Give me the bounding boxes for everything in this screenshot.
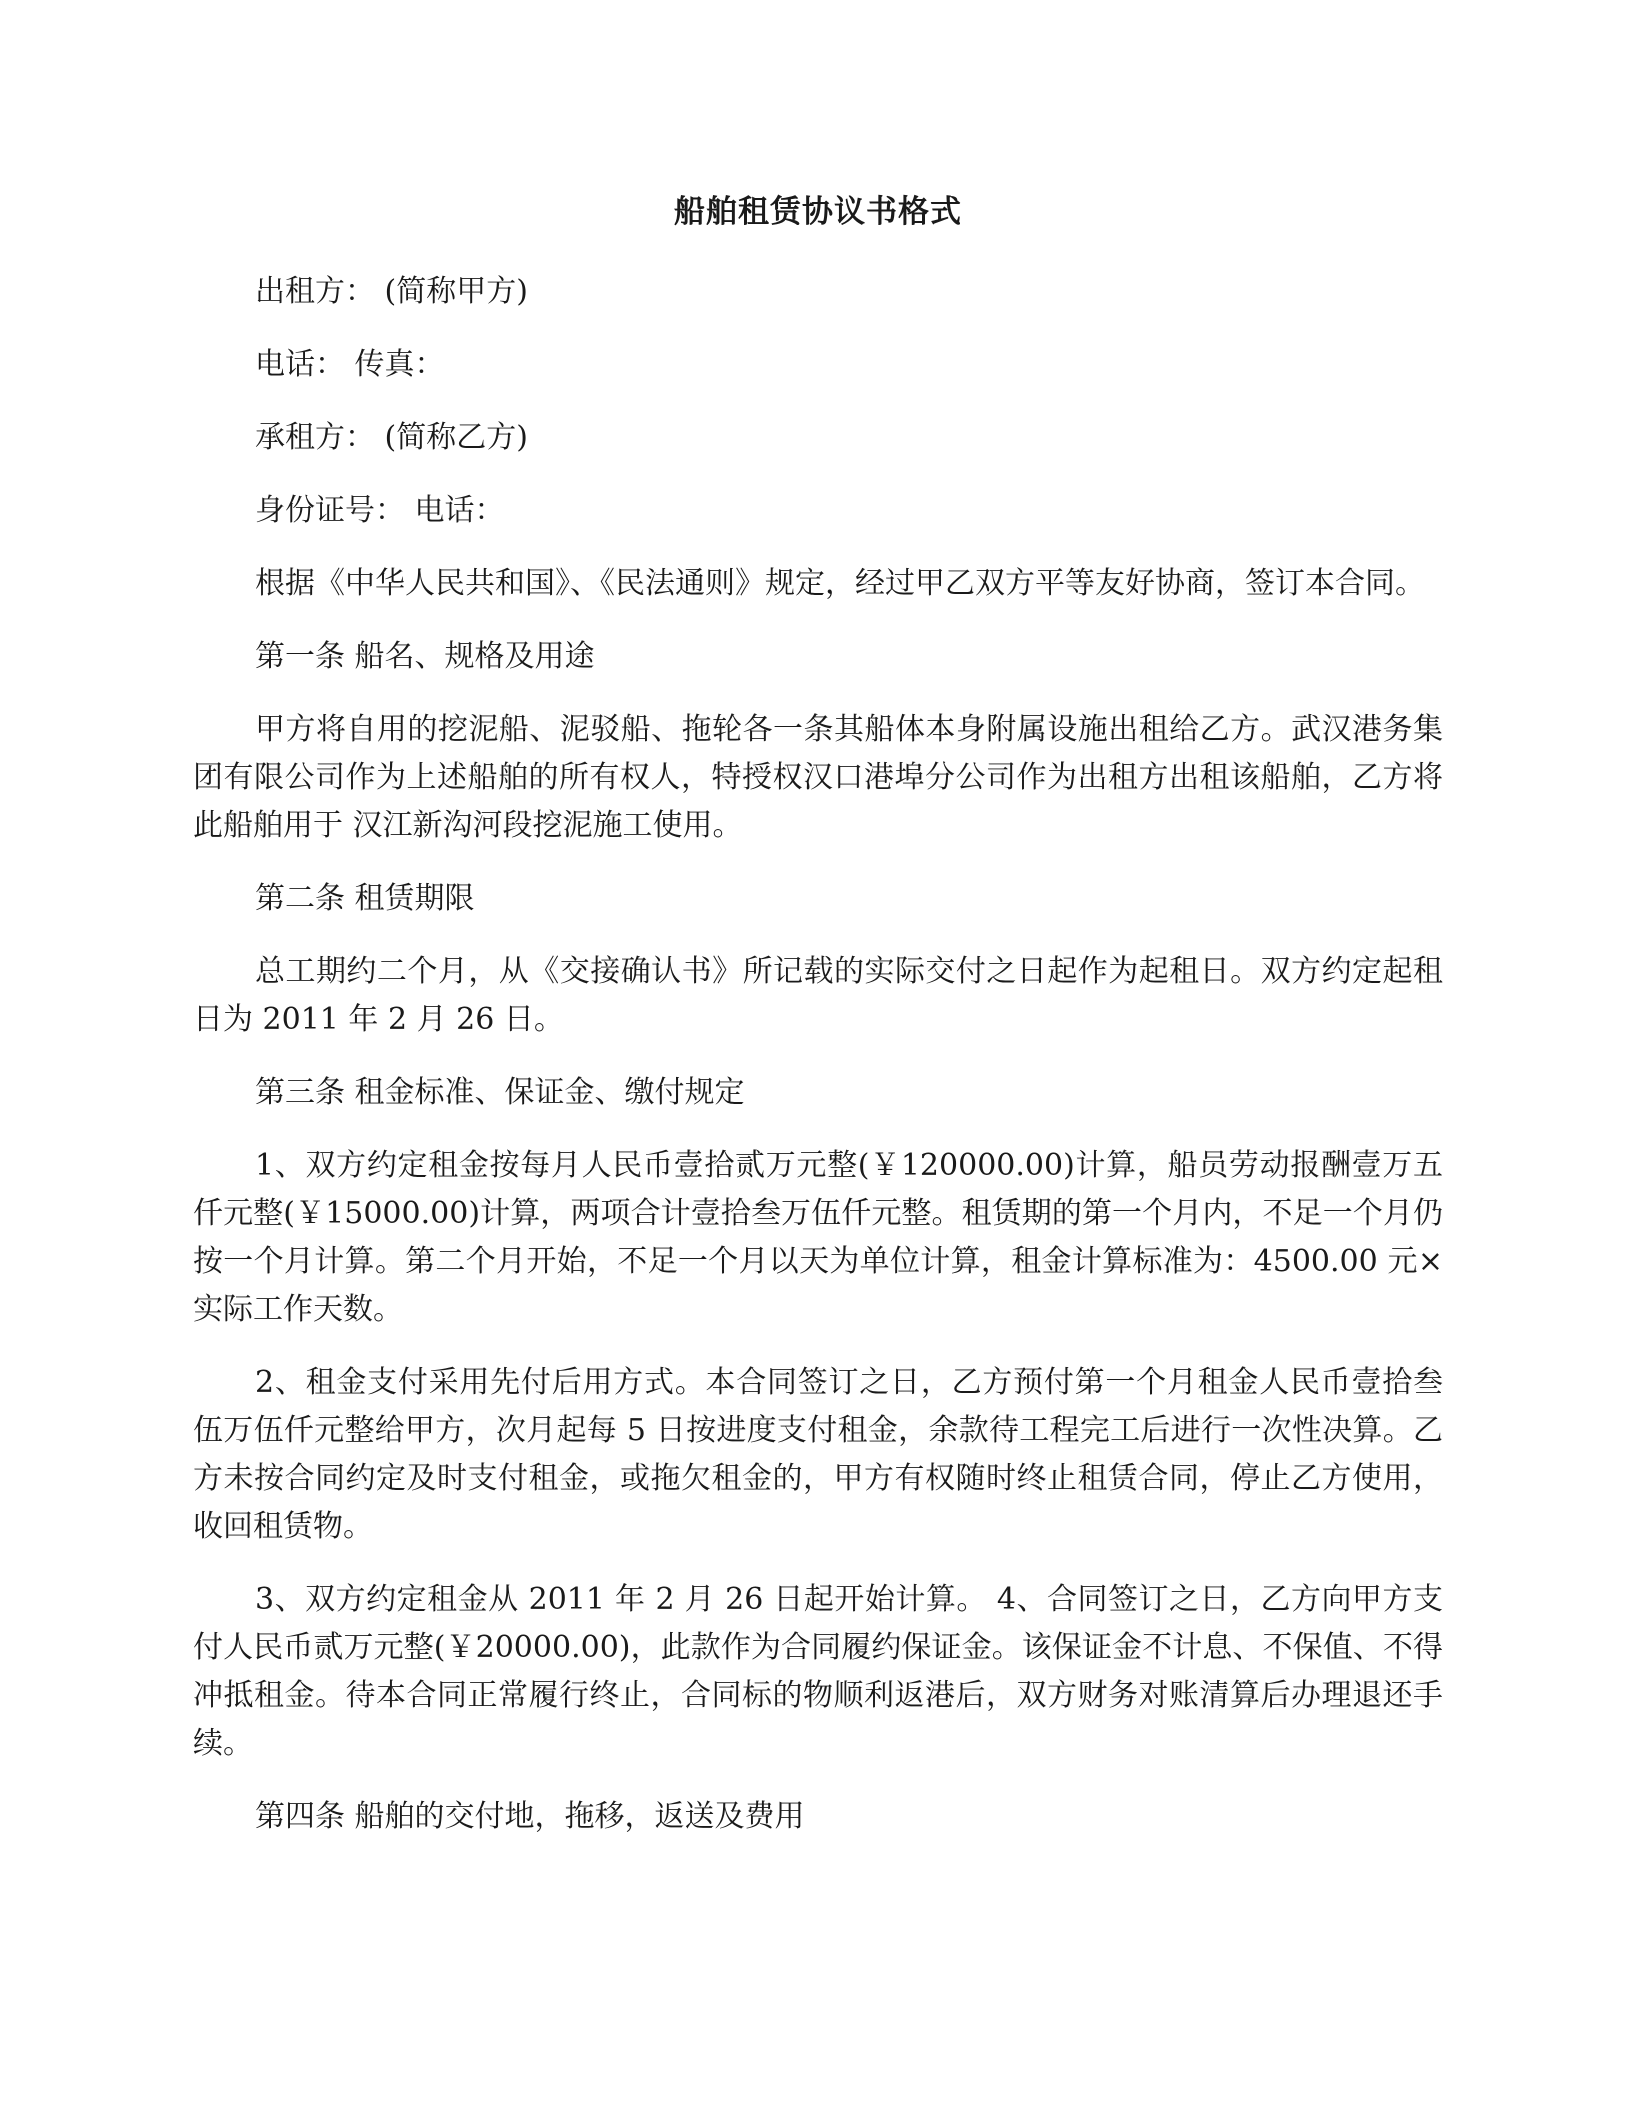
article-2-heading: 第二条 租赁期限 [255,881,475,916]
lessor-contact-line: 电话： 传真： [255,347,445,382]
preamble-paragraph: 根据《中华人民共和国》、《民法通则》规定，经过甲乙双方平等友好协商，签订本合同。 [255,566,1425,601]
article-1-heading: 第一条 船名、规格及用途 [255,639,595,674]
document-body [193,190,1443,1866]
article-3-clause-3: 3、双方约定租金从 2011 年 2 月 26 日起开始计算。 4、合同签订之日，乙方向甲方支付人民币贰万元整(￥20000.00)，此款作为合同履约保证金。该保证金不计息、不保值、不得冲抵租金。待本合同正常履行终止，合同标的物顺利返港后，双方财务对账清算后办理退还手续。 [193,1582,1443,1761]
lessee-id-line: 身份证号： 电话： [255,493,505,528]
article-1-body: 甲方将自用的挖泥船、泥驳船、拖轮各一条其船体本身附属设施出租给乙方。武汉港务集团有限公司作为上述船舶的所有权人，特授权汉口港埠分公司作为出租方出租该船舶，乙方将此船舶用于 汉江新沟河段挖泥施工使用。 [193,712,1443,843]
lessor-line: 出租方： (简称甲方) [255,274,528,309]
article-4-heading: 第四条 船舶的交付地，拖移，返送及费用 [255,1799,805,1834]
lessee-line: 承租方： (简称乙方) [255,420,528,455]
article-2-body: 总工期约二个月，从《交接确认书》所记载的实际交付之日起作为起租日。双方约定起租日为 2011 年 2 月 26 日。 [193,954,1443,1037]
article-3-heading: 第三条 租金标准、保证金、缴付规定 [255,1075,745,1110]
document-title: 船舶租赁协议书格式 [674,194,962,230]
article-3-clause-2: 2、租金支付采用先付后用方式。本合同签订之日，乙方预付第一个月租金人民币壹拾叁伍万伍仟元整给甲方，次月起每 5 日按进度支付租金，余款待工程完工后进行一次性决算。乙方未按合同约定及时支付租金，或拖欠租金的，甲方有权随时终止租赁合同，停止乙方使用，收回租赁物。 [193,1365,1443,1544]
article-3-clause-1: 1、双方约定租金按每月人民币壹拾贰万元整(￥120000.00)计算，船员劳动报酬壹万五仟元整(￥15000.00)计算，两项合计壹拾叁万伍仟元整。租赁期的第一个月内，不足一个月仍按一个月计算。第二个月开始，不足一个月以天为单位计算，租金计算标准为：4500.00 元×实际工作天数。 [193,1148,1443,1327]
